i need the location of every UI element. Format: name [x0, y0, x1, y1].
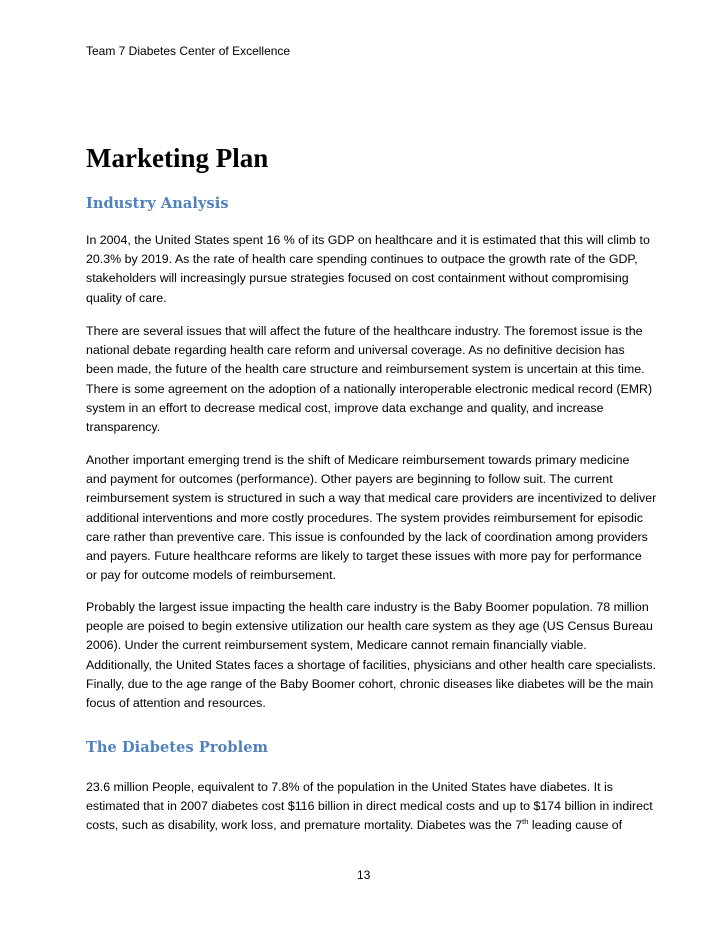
running-header: Team 7 Diabetes Center of Excellence [86, 44, 291, 58]
text-line: Another important emerging trend is the shift of Medicare reimbursement towards primary medicine [86, 453, 630, 467]
text-line: Probably the largest issue impacting the health care industry is the Baby Boomer population. 78 million [86, 600, 649, 614]
text-line: system in an effort to decrease medical cost, improve data exchange and quality, and increase [86, 400, 604, 415]
section-heading-industry-analysis: Industry Analysis [86, 195, 229, 212]
text-line: been made, the future of the health care structure and reimbursement system is uncertain at this time. [86, 362, 645, 377]
text-line: national debate regarding health care reform and universal coverage. As no definitive decision has [86, 343, 625, 358]
paragraph-medicare-reimbursement [86, 451, 657, 585]
text-line: and payment for outcomes (performance). Other payers are beginning to follow suit. The current [86, 472, 613, 487]
paragraph-baby-boomer [86, 598, 657, 713]
text-line: In 2004, the United States spent 16 % of its GDP on healthcare and it is estimated that this will climb to [86, 233, 650, 247]
text-line: reimbursement system is structured in such a way that medical care providers are incentivized to deliver [86, 491, 657, 506]
paragraph-healthcare-issues [86, 322, 653, 437]
text-line: transparency. [86, 420, 161, 435]
page-number: 13 [357, 868, 371, 882]
text-line: care rather than preventive care. This issue is confounded by the lack of coordination among providers [86, 529, 648, 544]
text-line: 20.3% by 2019. As the rate of health care spending continues to outpace the growth rate of the GDP, [86, 252, 638, 267]
paragraph-gdp-spending [86, 231, 648, 308]
paragraph-diabetes-statistics [86, 778, 653, 836]
text-line: or pay for outcome models of reimbursement. [86, 568, 336, 583]
section-heading-diabetes-problem: The Diabetes Problem [86, 739, 269, 756]
text-line: Additionally, the United States faces a shortage of facilities, physicians and other health care specialists. [86, 657, 657, 672]
text-line: quality of care. [86, 290, 167, 305]
text-line: There are several issues that will affect the future of the healthcare industry. The foremost issue is the [86, 324, 643, 338]
text-line: 2006). Under the current reimbursement system, Medicare cannot remain financially viable. [86, 638, 587, 653]
document-page [86, 0, 657, 942]
text-line: There is some agreement on the adoption of a nationally interoperable electronic medical record (EMR) [86, 381, 653, 396]
text-line: 23.6 million People, equivalent to 7.8% of the population in the United States have diabetes. It is [86, 780, 613, 794]
text-run: costs, such as disability, work loss, and premature mortality. Diabetes was the 7 [86, 818, 523, 833]
text-line: Finally, due to the age range of the Baby Boomer cohort, chronic diseases like diabetes will be the main [86, 676, 654, 691]
text-line: estimated that in 2007 diabetes cost $116 billion in direct medical costs and up to $174 billion in indirect [86, 799, 653, 814]
document-title: Marketing Plan [86, 143, 269, 173]
text-line: and payers. Future healthcare reforms are likely to target these issues with more pay for performance [86, 549, 642, 564]
text-line: people are poised to begin extensive utilization our health care system as they age (US Census Bureau [86, 619, 653, 634]
text-line: stakeholders will increasingly pursue strategies focused on cost containment without compromising [86, 271, 629, 286]
text-run: leading cause of [528, 818, 623, 833]
text-line: focus of attention and resources. [86, 696, 266, 711]
text-line [86, 816, 648, 835]
ordinal-superscript: th [522, 817, 529, 827]
text-line: additional interventions and more costly procedures. The system provides reimbursement for episodic [86, 510, 643, 525]
